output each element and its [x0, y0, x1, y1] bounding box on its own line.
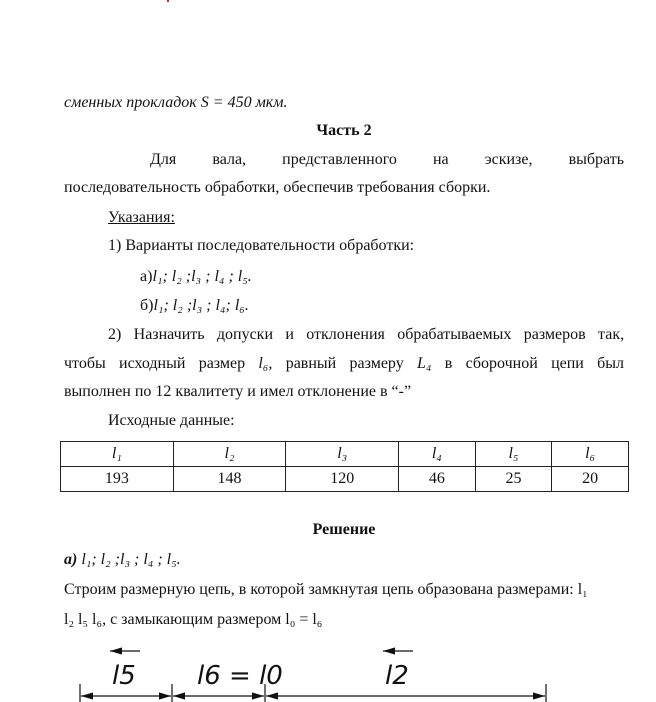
solution-line-2: l₂ l₅ l₆, с замыкающим размером l₀ = l₆ — [64, 611, 323, 628]
red-mark — [167, 0, 169, 2]
label-l6-l0: l6 = l0 — [197, 661, 283, 691]
item-2-line-2: чтобы исходный размер l₆, равный размеру L₄ в сборочной цепи был — [64, 355, 625, 372]
table-header-row: l₁ l₂ l₃ l₄ l₅ l₆ — [61, 442, 629, 467]
source-data-table — [60, 441, 629, 492]
source-label: Исходные данные: — [108, 412, 235, 429]
task-line-2: последовательность обработки, обеспечив требования сборки. — [64, 179, 491, 196]
item-2-line-1: 2) Назначить допуски и отклонения обрабатываемых размеров так, — [108, 326, 625, 343]
item-1: 1) Варианты последовательности обработки: — [108, 237, 415, 254]
part-title: Часть 2 — [316, 122, 372, 139]
instructions-label: Указания: — [108, 209, 175, 226]
item-2-line-3: выполнен по 12 квалитету и имел отклонение в “-” — [64, 383, 412, 400]
label-l2: l2 — [385, 661, 409, 691]
variant-b: б)l₁; l₂ ;l₃ ; l₄; l₆. — [140, 297, 249, 314]
solution-line-1: Строим размерную цепь, в которой замкнутая цепь образована размерами: l₁ — [64, 581, 588, 598]
solution-title: Решение — [312, 521, 376, 538]
top-line: сменных прокладок S = 450 мкм. — [64, 94, 288, 111]
solution-a: а) l₁; l₂ ;l₃ ; l₄ ; l₅. — [64, 551, 181, 568]
table-row: 193 148 120 46 25 20 — [61, 467, 629, 492]
task-line-1: Для вала, представленного на эскизе, выбрать — [150, 151, 625, 168]
label-l5: l5 — [112, 661, 136, 691]
dimension-chain-diagram — [0, 640, 656, 702]
variant-a: а)l₁; l₂ ;l₃ ; l₄ ; l₅. — [140, 268, 252, 285]
